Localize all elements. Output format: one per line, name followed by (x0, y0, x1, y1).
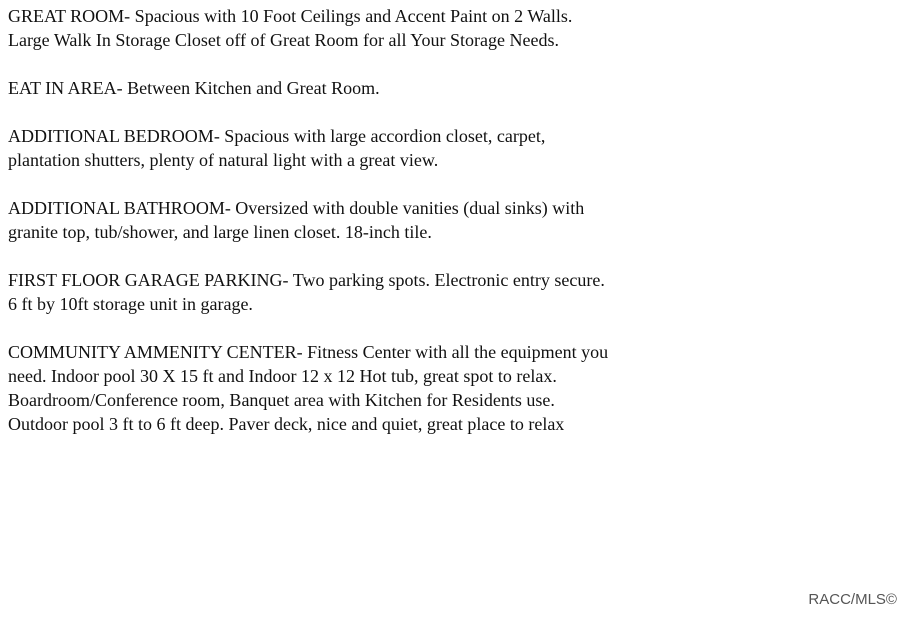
paragraph-additional-bathroom (8, 196, 893, 244)
paragraph-community-amenity-center (8, 340, 893, 436)
text-line: Boardroom/Conference room, Banquet area with Kitchen for Residents use. (8, 390, 555, 410)
paragraph-garage-parking (8, 268, 893, 316)
text-line: ADDITIONAL BATHROOM- Oversized with double vanities (dual sinks) with (8, 198, 585, 218)
text-line: EAT IN AREA- Between Kitchen and Great Room. (8, 78, 380, 98)
text-line: Large Walk In Storage Closet off of Great Room for all Your Storage Needs. (8, 30, 559, 50)
mls-watermark: RACC/MLS© (808, 591, 897, 608)
paragraph-great-room (8, 4, 893, 52)
paragraph-eat-in-area (8, 76, 893, 100)
listing-description (8, 4, 893, 460)
text-line: need. Indoor pool 30 X 15 ft and Indoor 12 x 12 Hot tub, great spot to relax. (8, 366, 557, 386)
text-line: COMMUNITY AMMENITY CENTER- Fitness Center with all the equipment you (8, 342, 609, 362)
text-line: FIRST FLOOR GARAGE PARKING- Two parking spots. Electronic entry secure. (8, 270, 605, 290)
text-line: 6 ft by 10ft storage unit in garage. (8, 294, 253, 314)
text-line: Outdoor pool 3 ft to 6 ft deep. Paver deck, nice and quiet, great place to relax (8, 414, 565, 434)
paragraph-additional-bedroom (8, 124, 893, 172)
text-line: granite top, tub/shower, and large linen closet. 18-inch tile. (8, 222, 432, 242)
text-line: GREAT ROOM- Spacious with 10 Foot Ceilings and Accent Paint on 2 Walls. (8, 6, 573, 26)
text-line: plantation shutters, plenty of natural light with a great view. (8, 150, 439, 170)
text-line: ADDITIONAL BEDROOM- Spacious with large accordion closet, carpet, (8, 126, 546, 146)
